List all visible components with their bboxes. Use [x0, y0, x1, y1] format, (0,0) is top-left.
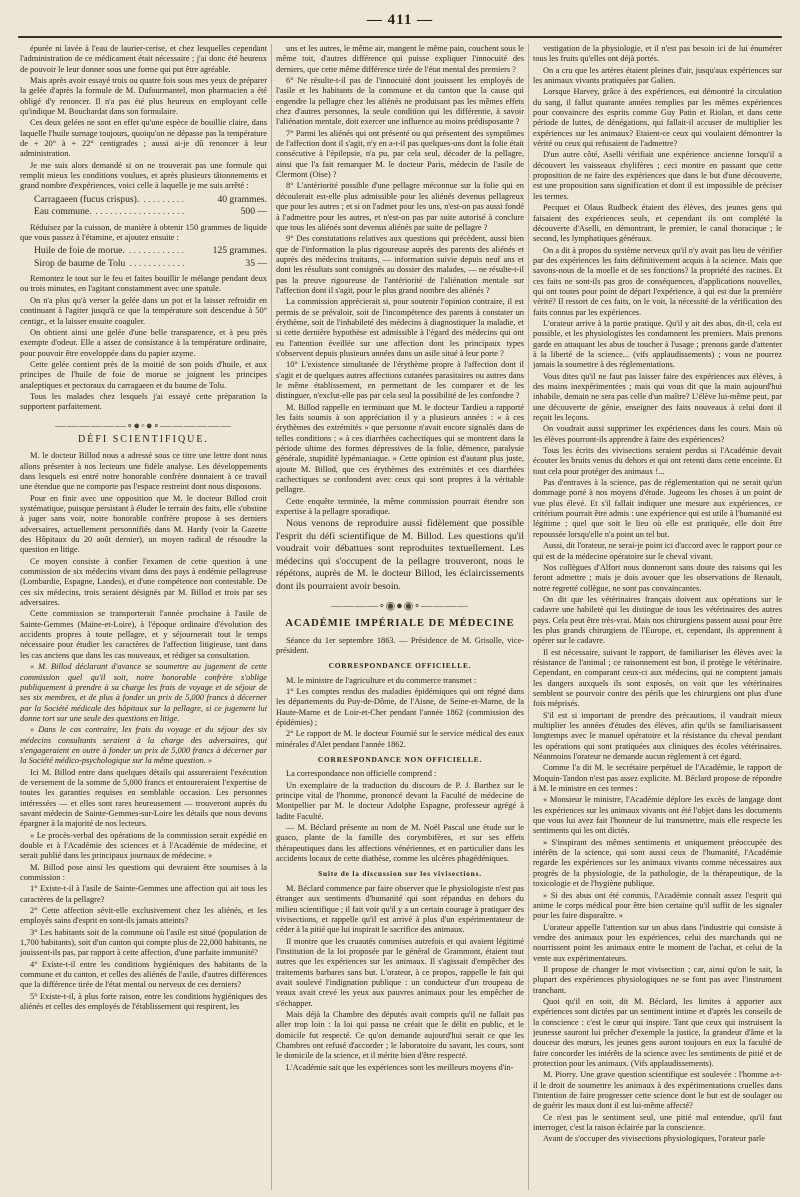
paragraph: Mais déjà la Chambre des députés avait compris qu'il ne fallait pas aller trop loin : la loi qui passa ne créait que le délit en public, et le domicile fut respecté. Ce qu'on demande aujourd'hui serait ce que les Chambres ont refusé d'accorder ; le laboratoire du savant, les cours, sont le domicile de la science, et il mérite bien d'être respecté.: [276, 1009, 524, 1061]
paragraph: » S'inspirant des mêmes sentiments et uniquement préoccupée des intérêts de la science, qui sont aussi ceux de l'humanité, l'Académie regarde les expériences sur les animaux vivants comme nécessaires aux progrès de la physiologie, de la pathologie, de la thérapeutique, de la toxicologie et de l'hygiène publique.: [533, 837, 782, 889]
paragraph: « M. Billod déclarant d'avance se soumettre au jugement de cette commission quel qu'il soit, notre honorable confrère s'oblige publiquement à prendre à sa charge les frais de voyage et de séjour de ses six membres, et de plus à fonder un prix de 5,000 francs à décerner par la Société médicale des hôpitaux sur la pellagre, si ce jugement lui donne tort sur une seule des questions en litige.: [20, 662, 267, 723]
paragraph: Il montre que les cruautés commises autrefois et qui avaient légitimé l'institution de la loi proposée par le général de Grammont, étaient tout autres que les expériences sur les animaux. Il s'agissait d'empêcher des traitements barbares sans but. L'orateur, à ce propos, rappelle le fait qui avait soulevé l'indignation publique : un conducteur d'un troupeau de veaux avait crevé les yeux aux pauvres animaux pour les empêcher de s'échapper.: [276, 936, 524, 1008]
leader-dots: [96, 206, 187, 218]
ingredient-row: [34, 194, 267, 206]
leader-dots: [143, 194, 187, 206]
subheading: CORRESPONDANCE OFFICIELLE.: [328, 661, 472, 671]
paragraph: M. le ministre de l'agriculture et du commerce transmet :: [286, 675, 477, 685]
paragraph: 5° Existe-t-il, à plus forte raison, entre les conditions hygiéniques des aliénés et celles des employés de l'établissement qui respirent, les: [20, 991, 267, 1012]
leader-dots: [129, 258, 187, 270]
paragraph: Avant de s'occuper des vivisections physiologiques, l'orateur parle: [543, 1134, 765, 1144]
paragraph: 10° L'existence simultanée de l'érythème propre à l'affection dont il s'agit et de quelques autres affections cutanées parasitaires ou autres dans le même établissement, en permettant de les comparer et de les distinguer, n'exclut-elle pas par cela seul la possibilité de les confondre ?: [276, 360, 524, 401]
paragraph: Tous les écrits des vivisections seraient perdus si l'Académie devait écouter les bruits venus du dehors et qui ont retenti dans cette enceinte. Et tout cela pour protéger des animaux !...: [533, 446, 782, 476]
ingredient-list: [34, 245, 267, 270]
paragraph: Pecquet et Olaus Rudbeck étaient des élèves, des jeunes gens qui faisaient des expériences seuls, et cependant ils ont complété la découverte d'Aselli, en démontrant, le premier, le canal thoracique ; le second, les lymphatiques généraux.: [533, 203, 782, 244]
page-number: — 411 —: [366, 12, 434, 28]
paragraph: 3° Les habitants soit de la commune où l'asile est situé (population de 1,700 habitants), soit d'un canton qui compte plus de 22,000 habitants, ne jouissent-ils pas, par rapport à cette affection, d'une parfaite immunité?: [20, 927, 267, 958]
paragraph: « Le procès-verbal des opérations de la commission serait expédié en double et à l'Académie des sciences et à l'Académie de médecine, et serait publié dans les principaux journaux de médecine. »: [20, 830, 267, 861]
paragraph: M. le docteur Billod nous a adressé sous ce titre une lettre dont nous allons présenter à nos lecteurs une fidèle analyse. Les développements dans lesquels est entré notre honorable confrère donnaient à ce travail une étendue que ne comporte pas l'espace restreint dont nous disposons.: [20, 451, 267, 492]
column-3: [533, 44, 782, 1190]
paragraph: » Si des abus ont été commis, l'Académie connaît assez l'esprit qui anime le corps médical pour être bien certaine qu'il suffit de les signaler pour les faire disparaître. »: [533, 890, 782, 921]
paragraph: S'il est si important de prendre des précautions, il vaudrait mieux multiplier les années d'études des élèves, afin qu'ils se familiarisassent longtemps avec le manuel opératoire et la résistance du cheval pendant les opérations qui sont pratiquées aux cliniques des écoles vétérinaires. Néanmoins l'orateur ne demande aucun règlement à cet égard.: [533, 710, 782, 762]
ingredient-name: Carragaeen (fucus crispus).: [34, 193, 140, 205]
ingredient-list: [34, 194, 267, 219]
paragraph: On n'a plus qu'à verser la gelée dans un pot et la laisser refroidir en continuant à l'agiter jusqu'à ce que la température soit descendue à 50° centigr., et la laisser ensuite coaguler.: [20, 295, 267, 326]
paragraph: La correspondance non officielle comprend :: [286, 769, 437, 779]
paragraph: Cette gelée contient près de la moitié de son poids d'huile, et aux principes de l'huile de foie de morue se joignent les principes analeptiques et pectoraux du carragaeen et du baume de Tolu.: [20, 359, 267, 390]
paragraph: 1° Les comptes rendus des maladies épidémiques qui ont régné dans les départements du Puy-de-Dôme, de l'Aisne, de Seine-et-Marne, de la Haute-Marne et de Loir-et-Cher pendant l'année 1862 (commission des épidémies) ;: [276, 686, 524, 727]
ingredient-quantity: 35 —: [245, 257, 267, 269]
paragraph: 2° Le rapport de M. le docteur Fournié sur le service médical des eaux minérales d'Alet pendant l'année 1862.: [276, 729, 524, 749]
section-title: DÉFI SCIENTIFIQUE.: [78, 433, 209, 445]
paragraph: Il est nécessaire, suivant le rapport, de familiariser les élèves avec la résistance de l'animal ; ce raisonnement est bon, il protège le vétérinaire. Cependant, en comparant ceux-ci aux médecins, qui ne comptent jamais les dangers auxquels ils sont exposés, on voit que les vétérinaires semblent se pourvoir contre des périls que les chirurgiens ont plus d'une fois méprisés.: [533, 647, 782, 709]
paragraph: épurée ni lavée à l'eau de laurier-cerise, et chez lesquelles cependant l'administration de ce médicament était nécessaire ; j'ai donc été heureux de pouvoir le leur donner sous une forme qui put être agréable.: [20, 44, 267, 74]
paragraph: 7° Parmi les aliénés qui ont présenté ou qui présentent des symptômes de l'affection dont il s'agit, n'y en a-t-il pas quelques-uns dont la folie était consécutive à l'épilepsie, n'a pu, par cela seul, décoder de la pellagre, ainsi que l'a fait remarquer M. le docteur Paris, médecin de l'asile de Clermont (Oise) ?: [276, 128, 524, 180]
header-rule: [18, 36, 782, 38]
paragraph: vestigation de la physiologie, et il n'est pas besoin ici de lui énumérer tous les fruits qu'elles ont déjà portés.: [533, 44, 782, 64]
paragraph: L'orateur appelle l'attention sur un abus dans l'industrie qui consiste à vendre des animaux pour les expériences, celui des marchands qui ne nourrissent point les animaux entre le moment de l'achat, et celui de la vente aux expérimentateurs.: [533, 922, 782, 963]
paragraph: Vous dites qu'il ne faut pas laisser faire des expériences aux élèves, à des mains inexpérimentées ; mais qui vous dit que la main aujourd'hui inhabile, demain ne sera pas celle d'un maître? L'élève lui-même peut, par une découverte de génie, enseigner des faits nouveaux à celui dont il reçoit les leçons.: [533, 371, 782, 423]
paragraph: uns et les autres, le même air, mangent le même pain, couchent sous le même toit, d'autres différence qui puisse expliquer l'innocuité des derniers, que cette même différence tirée de l'état mental des premiers ?: [276, 44, 524, 74]
paragraph: Je me suis alors demandé si on ne trouverait pas une formule qui remplit mieux les conditions voulues, et après plusieurs tâtonnements et grand nombre d'expériences, voici celle à laquelle je me suis arrêté :: [20, 160, 267, 191]
paragraph: M. Billod rappelle en terminant que M. le docteur Tardieu a rapporté les faits soumis à son appréciation il y a plusieurs années : « à ces érythèmes des extrémités » que personne n'avait encore signalés dans de telles conditions ; « à ces diarrhées cachectiques qui se montrent dans la période ultime des formes dépressives de la folie, démence, paralysie générale, stupidité lypémaniaque. » Cette opinion est d'autant plus juste, ajoute M. Billod, que ces érythèmes des extrémités et ces diarrhées cachectiques se confondent avec ceux qui sont propres à la véritable pellagre.: [276, 402, 524, 495]
paragraph: On dit que les vétérinaires français doivent aux opérations sur le cadavre une habileté qui les distingue de tous les vétérinaires des autres pays. Cela peut être très-vrai. Mais nos chirurgiens passent aussi pour être les plus grands chirurgiens de l'Europe, et, cependant, ils apprennent à opérer sur le cadavre.: [533, 594, 782, 646]
column-divider: [271, 44, 272, 1190]
paragraph: L'Académie sait que les expériences sont les meilleurs moyens d'in-: [286, 1062, 514, 1072]
section-title: ACADÉMIE IMPÉRIALE DE MÉDECINE: [285, 618, 515, 630]
paragraph: « Monsieur le ministre, l'Académie déplore les excès de langage dont les expériences sur les animaux vivants ont été l'objet dans les documents que vous lui avez fait l'honneur de lui transmettre, mais elle respecte les sentiments qui les ont dictés.: [533, 795, 782, 836]
paragraph: 2° Cette affection sévit-elle exclusivement chez les aliénés, et les employés sains d'esprit en sont-ils jamais atteints?: [20, 906, 267, 926]
paragraph: Mais après avoir essayé trois ou quatre fois sous mes yeux de préparer la gelée d'après la formule de M. Dufourmantel, mon pharmacien a été obligé d'y renoncer. Il n'a pas été plus heureux en employant celle qu'indique M. Bouchardat dans son formulaire.: [20, 76, 267, 117]
paragraph: On obtient ainsi une gelée d'une belle transparence, et à peu près exempte d'odeur. Elle a assez de consistance à la température ordinaire, pour pouvoir être enveloppée dans du papier azyme.: [20, 327, 267, 358]
paragraph: D'un autre côté, Aselli vérifiait une expérience ancienne lorsqu'il a découvert les vaisseaux chylifères ; ceci montre en passant que cette proposition de ne faire des expériences que dans le but d'une découverte, est une proposition sans signification et dont il est impossible de préciser les termes.: [533, 150, 782, 201]
paragraph: M. Billod pose ainsi les questions qui devraient être soumises à la commission :: [20, 862, 267, 883]
paragraph: » Dans le cas contraire, les frais du voyage et du séjour des six médecins consultants seraient à la charge des adversaires, qui s'engageraient en outre à fonder un prix de 5,000 francs à décerner par la Société médico-psychologique sur la même question. »: [20, 725, 267, 766]
ingredient-row: [34, 258, 267, 270]
section-ornament: ————∘◉●◉∘————: [331, 599, 469, 612]
paragraph: M. Béclard commence par faire observer que le physiologiste n'est pas étranger aux sentiments d'humanité qui sont répandus en dehors du milieu scientifique ; il fait voir qu'il y a un certain courage à pratiquer des vivisections, et rappelle qu'il est arrivé à plus d'un expérimentateur de céder à la pitié que lui inspirait le sacrifice des animaux.: [276, 883, 524, 935]
paragraph: Ces deux gelées ne sont en effet qu'une espèce de bouillie claire, dans laquelle l'huile surnage toujours, quoiqu'on ne dépasse pas la température de + 20° à + 22° centigrades ; aussi ai-je dû renoncer à leur administration.: [20, 118, 267, 159]
subheading: Suite de la discussion sur les vivisections.: [318, 869, 482, 879]
paragraph: — M. Béclard présente au nom de M. Noël Pascal une étude sur le guaco, plante de la famille des corymbifères, et sur ses effets thérapeutiques dans les affections vénériennes, et en particulier dans les accidents locaux de cette diathèse, comme les ulcères phagédéniques.: [276, 823, 524, 864]
ingredient-name: Eau commune.: [34, 206, 92, 218]
leader-dots: [129, 245, 187, 257]
paragraph: Comme l'a dit M. le secrétaire perpétuel de l'Académie, le rapport de Moquin-Tandon n'est pas assez explicite. M. Béclard propose de répondre à M. le ministre en ces termes :: [533, 763, 782, 794]
paragraph: Tous les malades chez lesquels j'ai essayé cette préparation la supportent parfaitement.: [20, 391, 267, 412]
paragraph: Cette commission se transporterait l'année prochaine à l'asile de Sainte-Gemmes (Maine-et-Loire), à l'époque ordinaire d'évolution des accidents propres à toute pellagre, et y séjournerait tout le temps nécessaire pour étudier les caractères de l'affection litigieuse, tant dans les cas anciens que dans les cas nouveaux, et rédiger sa consultation.: [20, 609, 267, 660]
paragraph: Pas d'entraves à la science, pas de réglementation qui ne serait qu'un dommage porté à nos moyens d'étude. Jugeons les choses à un point de vue plus élevé. Et s'il fallait indiquer une mesure aux expériences, ce critérium pourrait être admis : une expérience qui est utile à l'humanité est légitime ; quel que soit le lieu où elle est pratiquée, elle doit être repoussée lorsqu'elle n'a point un tel but.: [533, 478, 782, 539]
paragraph: 6° Ne résulte-t-il pas de l'innocuité dont jouissent les employés de l'asile et les habitants de la commune et du canton que la cause qui engendre la pellagre chez les aliénés ne produisant pas les mêmes effets chez d'autres personnes, la seule condition qui les différentie, à savoir l'aliénation mentale, doit exercer une influence au moins prédisposante ?: [276, 76, 524, 127]
paragraph: 1° Existe-t-il à l'asile de Sainte-Gemmes une affection qui ait tous les caractères de la pellagre?: [20, 884, 267, 904]
paragraph: On a dit à propos du système nerveux qu'il n'y avait pas lieu de vérifier par des expériences les faits définitivement acquis à la science. Mais que savons-nous de la moelle et de ses fonctions? la propriété des racines. Et ces faits ne sont-ils pas gros de conséquences, d'applications nouvelles, qui ont toutes pour point de départ l'expérience, à qui est due la première vérité? Il ressort de ces faits, on le voit, la nécessité de la vérification des faits connus par les expériences.: [533, 245, 782, 317]
ingredient-name: Sirop de baume de Tolu: [34, 257, 126, 269]
paragraph: Nos collègues d'Alfort nous donneront sans doute des raisons qui les feront admettre ; mais je dois avouer que les observations de Renault, notre regretté collègue, ne sont pas convaincantes.: [533, 562, 782, 593]
paragraph: Un exemplaire de la traduction du discours de P. J. Barthez sur le principe vital de l'homme, prononcé devant la Faculté de médecine de Montpellier par M. le docteur Adolphe Espagne, professeur agrégé à ladite Faculté.: [276, 780, 524, 821]
paragraph: Nous venons de reproduire aussi fidèlement que possible l'esprit du défi scientifique de M. Billod. Les questions qu'il voudrait voir débattues sont reproduites textuellement. Les médecins qui s'occupent de la pellagre trouveront, nous le répétons, auprès de M. le docteur Billod, les éclaircissements dont ils pourraient avoir besoin.: [276, 518, 524, 592]
paragraph: Pour en finir avec une opposition que M. le docteur Billod croit systématique, puisque persistant à éluder le terrain des faits, elle s'obstine à juger sans voir, notre honorable confrère propose à ses derniers adversaires, actuellement personnifiés dans M. Hardy (voir la Gazette des Hôpitaux du 20 août dernier), un moyen radical de résoudre la question en litige.: [20, 493, 267, 555]
column-2: [276, 44, 524, 1190]
paragraph: Remontez le tout sur le feu et faites bouillir le mélange pendant deux ou trois minutes, en l'agitant constamment avec une spatule.: [20, 274, 267, 294]
paragraph: 4° Existe-t-il entre les conditions hygiéniques des habitants de la commune et du canton, et celles des aliénés de l'asile, d'autres différences que la différence tirée de l'état mental ou nerveux de ces derniers?: [20, 959, 267, 990]
paragraph: 9° Des constatations relatives aux questions qui précèdent, aussi bien que de l'information la plus rigoureuse auprès des parents des aliénés et auprès des médecins traitants, — information suivie depuis neuf ans et dont les résultats sont consignés au dossier des malades, — ne résulte-t-il pas la preuve rigoureuse de l'antériorité de l'aliénation mentale sur l'affection dont il s'agit, pour le plus grand nombre des aliénés ?: [276, 234, 524, 295]
paragraph: Aussi, dit l'orateur, ne serai-je point ici d'accord avec le rapport pour ce qui est de la médecine opératoire sur le cheval vivant.: [533, 541, 782, 561]
editorial-note: [276, 518, 524, 592]
paragraph: 8° L'antériorité possible d'une pellagre méconnue sur la folie qui en découlerait est-elle plus admissible pour les aliénés devenus pellagreux que pour les autres ; et si on l'admet pour les uns, n'est-on pas aussi fondé à l'admettre pour les autres, et n'est-on pas par suite autorisé à conclure que tous les aliénés sont devenus aliénés par suite de pellagre ?: [276, 181, 524, 232]
ingredient-row: [34, 245, 267, 257]
paragraph: Lorsque Harvey, grâce à des expériences, eut démontré la circulation du sang, il fallut quarante années remplies par les mêmes expériences pour convaincre des esprits comme Guy Patin et Riolan, et dans cette période de luttes, de dénégations, qui fallait-il accuser de multiplier les expériences sur les animaux? Etaient-ce ceux qui voulaient démontrer la vérité ou ceux qui refusaient de l'admettre?: [533, 87, 782, 149]
paragraph: Ce moyen consiste à confier l'examen de cette question à une commission de six médecins vivant dans des pays à endémie pellagreuse (Lombardie, Espagne, Landes), et d'une compétence non contestable. De ces six médecins, trois seraient désignés par M. Billod et trois par ses adversaires.: [20, 556, 267, 608]
paragraph: La commission apprécierait si, pour soutenir l'opinion contraire, il est permis de se prévaloir, soit de l'incompétence des parents à constater un érythème, soit de l'inhabileté des médecins à diagnostiquer la maladie, et si cette dernière hypothèse est admissible à l'égard des médecins qui ont eu l'attention éveillée sur une affection dont les principaux types s'observent depuis plusieurs années dans un asile situé à leur porte ?: [276, 297, 524, 358]
paragraph: Cette enquête terminée, la même commission pourrait étendre son expertise à la pellagre sporadique.: [276, 496, 524, 517]
section-ornament: ——————∘●◦●∘——————: [55, 419, 232, 432]
ingredient-quantity: 125 grammes.: [212, 245, 267, 257]
paragraph: L'orateur arrive à la partie pratique. Qu'il y ait des abus, dit-il, cela est possible, et les physiologistes les condamnent les premiers. Mais prenons garde en attaquant les abus de toucher à l'usage ; prenons garde d'attenter à la liberté de la science... (vifs applaudissements) ; vous ne pourrez jamais la soumettre à des réglementations.: [533, 318, 782, 370]
paragraph: Ici M. Billod entre dans quelques détails qui assureraient l'exécution de versement de la somme de 5,000 francs et entoureraient l'expertise de toutes les garanties requises en semblable occasion. Les personnes intéressées — et elles sont rares heureusement — trouveront auprès du savant médecin de Sainte-Gemmes-sur-Loire les détails que nous devons épargner à la majorité de nos lecteurs.: [20, 767, 267, 829]
paragraph: Il propose de changer le mot vivisection ; car, ainsi qu'on le sait, la plupart des expériences physiologiques ne se font pas avec l'instrument tranchant.: [533, 964, 782, 995]
paragraph: Quoi qu'il en soit, dit M. Béclard, les limites à apporter aux expériences sont dictées par un sentiment intime et d'après les conseils de la conscience : c'est le cœur qui inspire. Tant que ceux qui instruisent la jeunesse sauront lui prêcher d'exemple la justice, la grandeur d'âme et la douceur des mœurs, les jeunes gens auront toujours en eux la faculté de faire concorder les intérêts de la science avec les sentiments de pitié et de protection pour les animaux. (Vifs applaudissements).: [533, 996, 782, 1068]
paragraph: Réduisez par la cuisson, de manière à obtenir 150 grammes de liquide que vous passez à l'étamine, et ajoutez ensuite :: [20, 222, 267, 242]
ingredient-quantity: 40 grammes.: [217, 193, 267, 205]
session-line: Séance du 1er septembre 1863. — Présidence de M. Grisolle, vice-président.: [276, 635, 524, 655]
paragraph: On a cru que les artères étaient pleines d'air, jusqu'aux expériences sur les animaux vivants pratiquées par Galien.: [533, 65, 782, 86]
column-1: [20, 44, 267, 1190]
paragraph: M. Piorry. Une grave question scientifique est soulevée : l'homme a-t-il le droit de soumettre les animaux à des expérimentations cruelles dans l'intention de faire progresser cette science dont le but est de soulager ou de guérir les maux dont il est lui-même affecté?: [533, 1070, 782, 1111]
paragraph: Ce n'est pas le sentiment seul, une pitié mal entendue, qu'il faut interroger, c'est la raison éclairée par la conscience.: [533, 1112, 782, 1133]
ingredient-name: Huile de foie de morue.: [34, 245, 125, 257]
column-divider: [528, 44, 529, 1190]
ingredient-row: [34, 206, 267, 218]
paragraph: On voudrait aussi supprimer les expériences dans les cours. Mais où les élèves pourront-ils apprendre à faire des expériences?: [533, 424, 782, 444]
subheading: CORRESPONDANCE NON OFFICIELLE.: [317, 755, 483, 765]
ingredient-quantity: 500 —: [240, 206, 267, 218]
